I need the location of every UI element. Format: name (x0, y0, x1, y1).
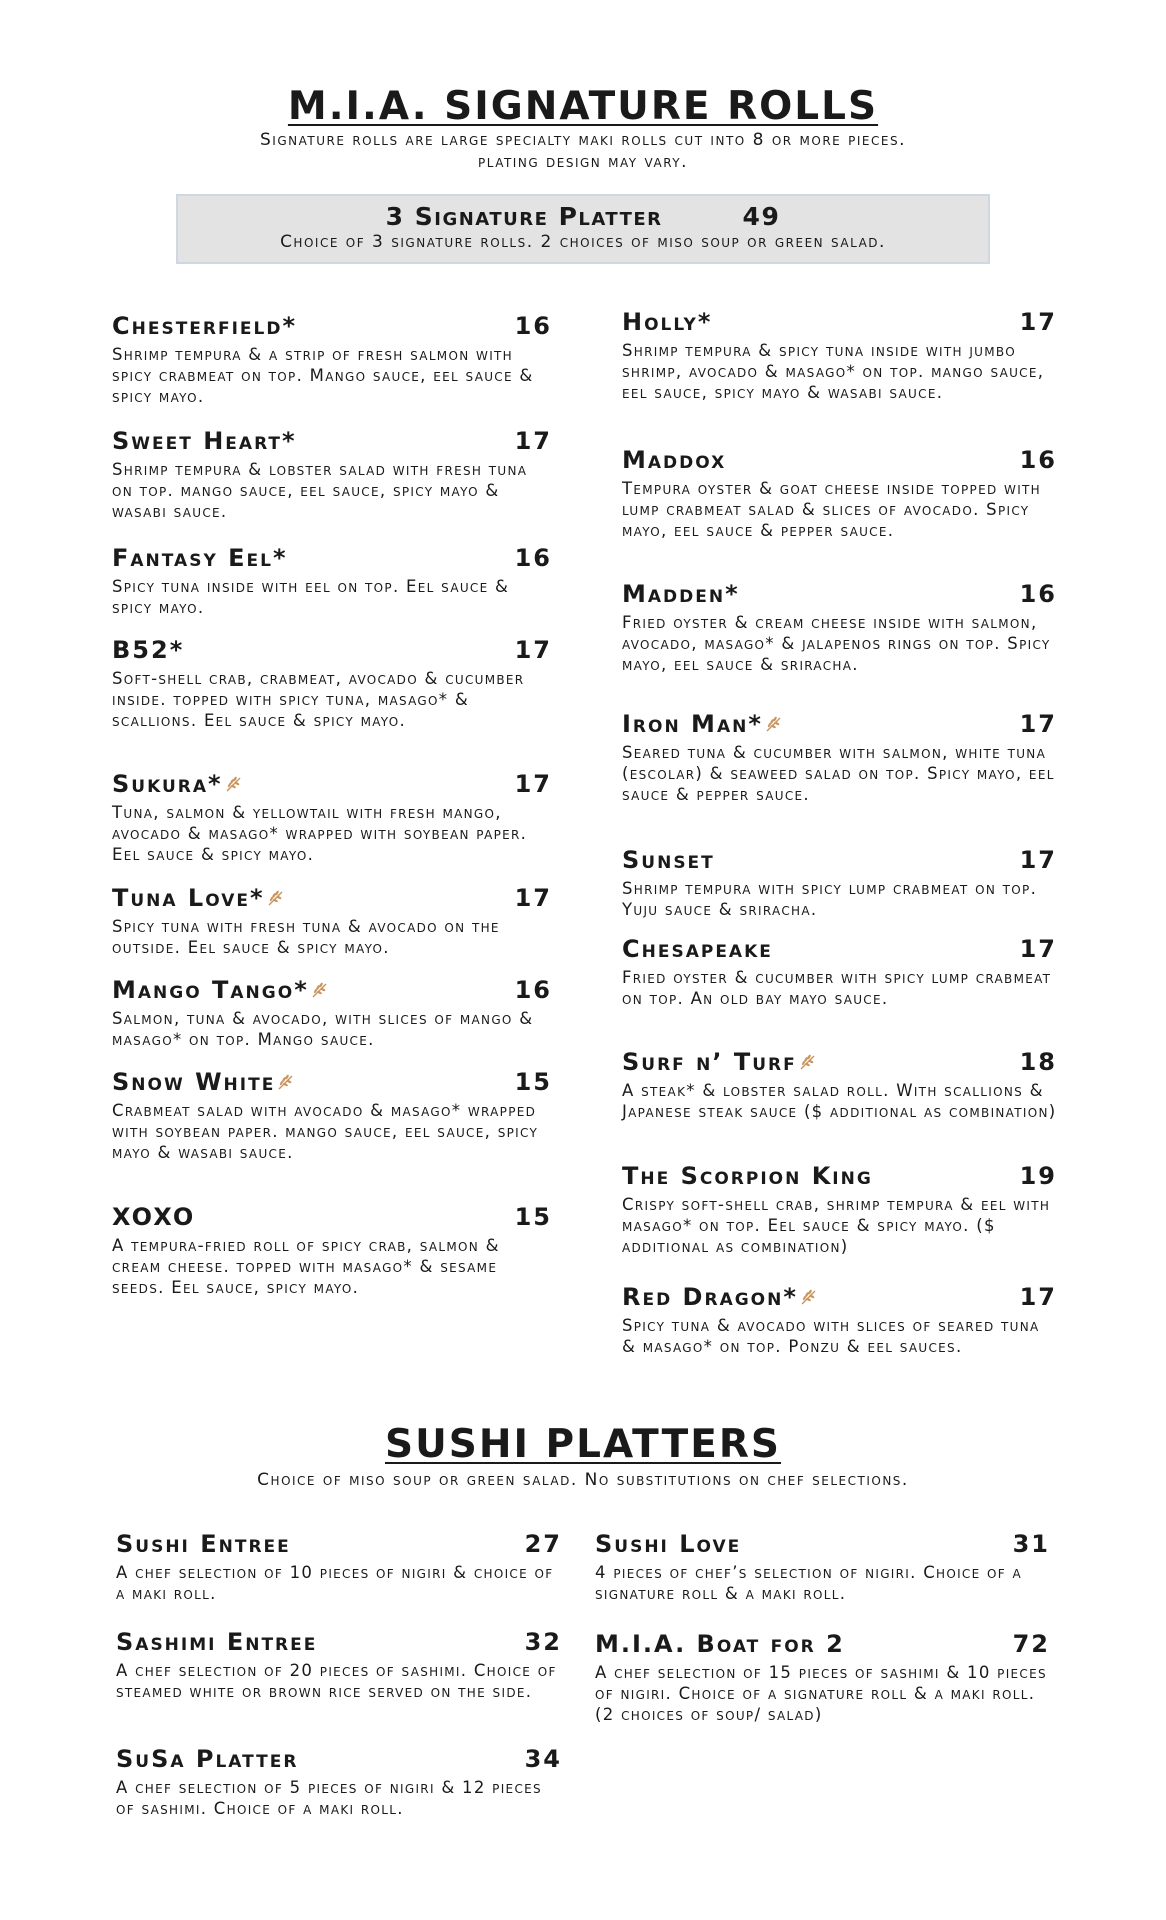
item-desc: A chef selection of 5 pieces of nigiri & 12 pieces of sashimi. Choice of a maki roll. (116, 1778, 542, 1818)
item-name: Surf n’ Turf (622, 1048, 797, 1076)
item-name: Tuna Love* (112, 884, 265, 912)
item-desc: A chef selection of 15 pieces of sashimi & 10 pieces of nigiri. Choice of a signature roll & a maki roll. (2 choices of soup/ salad) (595, 1663, 1047, 1724)
item-name: Red Dragon* (622, 1283, 798, 1311)
menu-item-xoxo (112, 1203, 552, 1298)
item-desc: Shrimp tempura & a strip of fresh salmon with spicy crabmeat on top. Mango sauce, eel sauce & spicy mayo. (112, 345, 534, 406)
menu-item-sunset (622, 846, 1057, 920)
menu-item-madden (622, 580, 1057, 675)
item-price: 17 (1019, 1283, 1057, 1311)
menu-item-holly (622, 308, 1057, 403)
leaf-icon (224, 775, 244, 793)
leaf-icon (799, 1288, 819, 1306)
sushi-platters-subtitle: Choice of miso soup or green salad. No substitutions on chef selections. (257, 1470, 909, 1490)
menu-item-mia-boat-for-2 (595, 1630, 1050, 1725)
item-desc: Shrimp tempura with spicy lump crabmeat on top. Yuju sauce & sriracha. (622, 879, 1038, 919)
item-desc: Shrimp tempura & lobster salad with fresh tuna on top. mango sauce, eel sauce, spicy mayo & wasabi sauce. (112, 460, 528, 521)
menu-item-iron-man (622, 710, 1057, 805)
item-name: Sushi Love (595, 1530, 742, 1558)
menu-item-chesterfield (112, 312, 552, 407)
item-price: 16 (514, 544, 552, 572)
leaf-icon (798, 1053, 818, 1071)
platter-name: 3 Signature Platter (385, 202, 663, 231)
item-desc: Tempura oyster & goat cheese inside topped with lump crabmeat salad & slices of avocado. Spicy mayo, eel sauce & pepper sauce. (622, 479, 1041, 540)
signature-platter-box (176, 194, 990, 264)
item-name: B52* (112, 636, 185, 664)
item-price: 31 (1012, 1530, 1050, 1558)
item-price: 17 (514, 770, 552, 798)
item-price: 19 (1019, 1162, 1057, 1190)
sushi-platters-title: SUSHI PLATTERS (384, 1422, 782, 1467)
item-desc: Seared tuna & cucumber with salmon, white tuna (escolar) & seaweed salad on top. Spicy mayo, eel sauce & pepper sauce. (622, 743, 1055, 804)
item-name: Sushi Entree (116, 1530, 291, 1558)
item-price: 17 (1019, 846, 1057, 874)
item-desc: Soft-shell crab, crabmeat, avocado & cucumber inside. topped with spicy tuna, masago* & scallions. Eel sauce & spicy mayo. (112, 669, 525, 730)
item-name: Holly* (622, 308, 713, 336)
item-price: 17 (1019, 935, 1057, 963)
item-desc: Tuna, salmon & yellowtail with fresh mango, avocado & masago* wrapped with soybean paper. Eel sauce & spicy mayo. (112, 803, 528, 864)
item-desc: A chef selection of 10 pieces of nigiri & choice of a maki roll. (116, 1563, 554, 1603)
menu-item-susa-platter (116, 1745, 562, 1819)
item-name: XOXO (112, 1203, 196, 1231)
menu-item-chesapeake (622, 935, 1057, 1009)
signature-subtitle-1: Signature rolls are large specialty maki rolls cut into 8 or more pieces. (260, 130, 906, 150)
item-desc: A steak* & lobster salad roll. With scallions & Japanese steak sauce ($ additional as combination) (622, 1081, 1057, 1121)
item-price: 16 (1019, 580, 1057, 608)
platter-price: 49 (742, 202, 781, 231)
item-name: Fantasy Eel* (112, 544, 288, 572)
item-name: Chesapeake (622, 935, 773, 963)
menu-item-the-scorpion-king (622, 1162, 1057, 1257)
leaf-icon (266, 889, 286, 907)
item-desc: Spicy tuna inside with eel on top. Eel sauce & spicy mayo. (112, 577, 510, 617)
menu-item-sashimi-entree (116, 1628, 562, 1702)
item-name: Snow White (112, 1068, 276, 1096)
item-name: Sunset (622, 846, 715, 874)
item-name: Iron Man* (622, 710, 763, 738)
item-desc: Salmon, tuna & avocado, with slices of mango & masago* on top. Mango sauce. (112, 1009, 534, 1049)
signature-rolls-title: M.I.A. SIGNATURE ROLLS (287, 84, 879, 129)
item-price: 16 (514, 312, 552, 340)
item-price: 27 (524, 1530, 562, 1558)
item-desc: A tempura-fried roll of spicy crab, salmon & cream cheese. topped with masago* & sesame seeds. Eel sauce, spicy mayo. (112, 1236, 500, 1297)
item-price: 34 (524, 1745, 562, 1773)
menu-item-sweet-heart (112, 427, 552, 522)
leaf-icon (276, 1073, 296, 1091)
item-price: 72 (1012, 1630, 1050, 1658)
item-price: 17 (1019, 308, 1057, 336)
item-desc: Fried oyster & cucumber with spicy lump crabmeat on top. An old bay mayo sauce. (622, 968, 1052, 1008)
item-name: Maddox (622, 446, 727, 474)
item-name: Chesterfield* (112, 312, 298, 340)
leaf-icon (764, 715, 784, 733)
item-price: 15 (514, 1068, 552, 1096)
item-name: Madden* (622, 580, 740, 608)
item-price: 16 (514, 976, 552, 1004)
item-desc: Spicy tuna & avocado with slices of seared tuna & masago* on top. Ponzu & eel sauces. (622, 1316, 1040, 1356)
menu-item-tuna-love (112, 884, 552, 958)
item-desc: Fried oyster & cream cheese inside with salmon, avocado, masago* & jalapenos rings on top. Spicy mayo, eel sauce & sriracha. (622, 613, 1051, 674)
item-desc: 4 pieces of chef’s selection of nigiri. Choice of a signature roll & a maki roll. (595, 1563, 1023, 1603)
item-price: 15 (514, 1203, 552, 1231)
menu-item-fantasy-eel (112, 544, 552, 618)
item-price: 16 (1019, 446, 1057, 474)
item-name: Sashimi Entree (116, 1628, 318, 1656)
item-price: 17 (514, 427, 552, 455)
menu-item-surf-n-turf (622, 1048, 1057, 1122)
item-name: Sukura* (112, 770, 223, 798)
platter-desc: Choice of 3 signature rolls. 2 choices of miso soup or green salad. (280, 232, 886, 252)
item-name: The Scorpion King (622, 1162, 873, 1190)
menu-item-snow-white (112, 1068, 552, 1163)
menu-item-red-dragon (622, 1283, 1057, 1357)
item-name: Mango Tango* (112, 976, 309, 1004)
item-desc: Crabmeat salad with avocado & masago* wrapped with soybean paper. mango sauce, eel sauce, spicy mayo & wasabi sauce. (112, 1101, 539, 1162)
menu-item-b52 (112, 636, 552, 731)
item-price: 17 (1019, 710, 1057, 738)
item-desc: Crispy soft-shell crab, shrimp tempura & eel with masago* on top. Eel sauce & spicy mayo. ($ additional as combination) (622, 1195, 1051, 1256)
item-desc: Shrimp tempura & spicy tuna inside with jumbo shrimp, avocado & masago* on top. mango sauce, eel sauce, spicy mayo & wasabi sauce. (622, 341, 1045, 402)
item-name: Sweet Heart* (112, 427, 297, 455)
item-price: 17 (514, 636, 552, 664)
menu-item-sushi-love (595, 1530, 1050, 1604)
menu-item-maddox (622, 446, 1057, 541)
signature-subtitle-2: plating design may vary. (478, 152, 688, 172)
item-name: M.I.A. Boat for 2 (595, 1630, 845, 1658)
item-price: 18 (1019, 1048, 1057, 1076)
menu-item-sushi-entree (116, 1530, 562, 1604)
item-price: 32 (524, 1628, 562, 1656)
item-name: SuSa Platter (116, 1745, 299, 1773)
item-desc: Spicy tuna with fresh tuna & avocado on the outside. Eel sauce & spicy mayo. (112, 917, 500, 957)
item-desc: A chef selection of 20 pieces of sashimi. Choice of steamed white or brown rice served on the side. (116, 1661, 557, 1701)
menu-item-mango-tango (112, 976, 552, 1050)
leaf-icon (310, 981, 330, 999)
item-price: 17 (514, 884, 552, 912)
menu-item-sukura (112, 770, 552, 865)
